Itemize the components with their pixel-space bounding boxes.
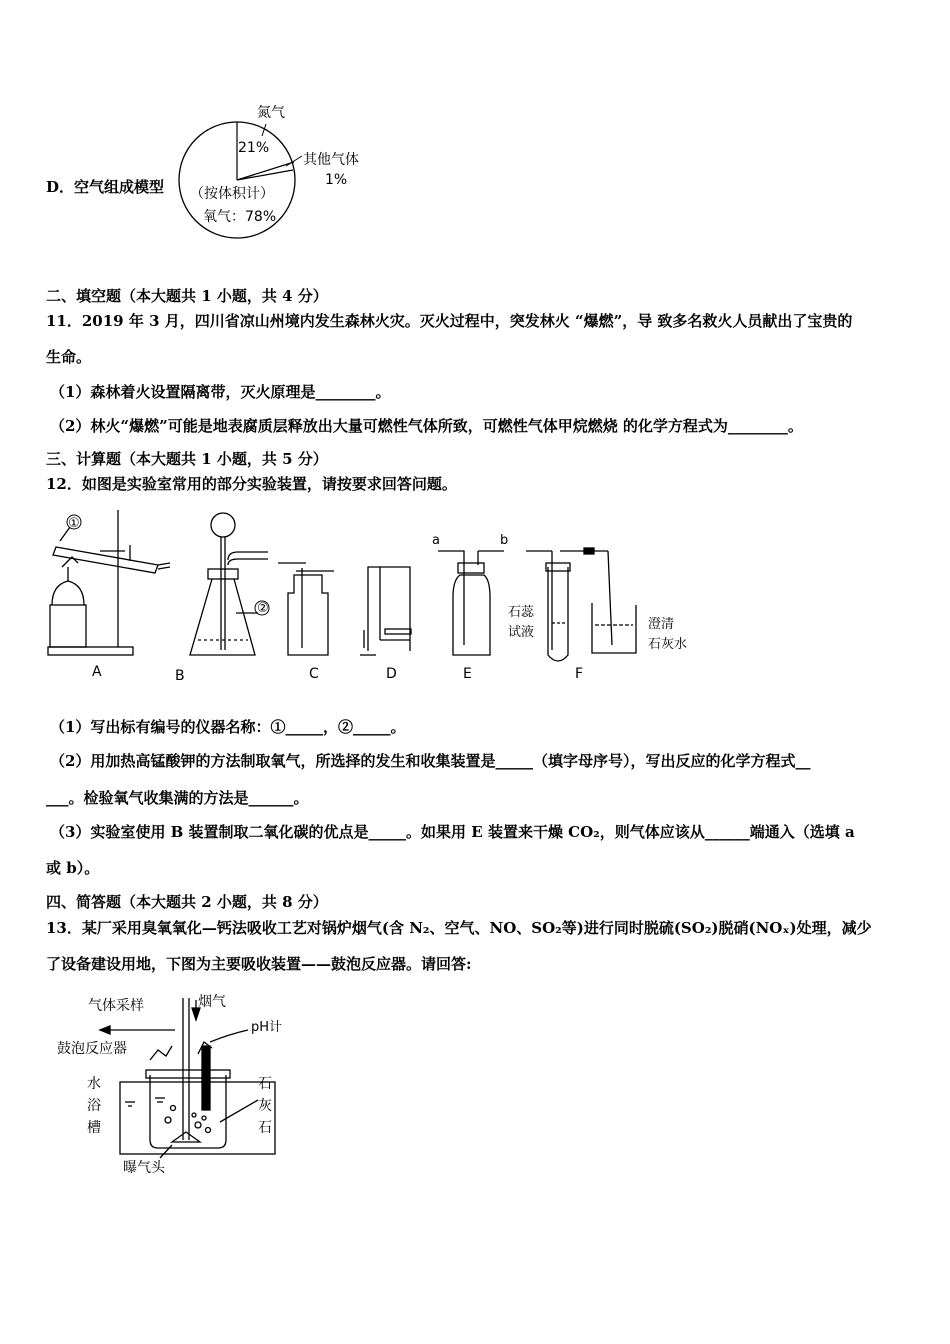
q12-part3-line2: 或 b）。	[46, 859, 100, 877]
q12-part2-line2: ___。检验氧气收集满的方法是______。	[46, 789, 309, 807]
pie-nitrogen-label: 氮气	[257, 105, 285, 121]
apparatus-a	[48, 510, 170, 655]
mark-1: ①	[68, 516, 80, 531]
pie-1-label: 1%	[325, 172, 348, 188]
pie-oxygen-label: 氧气：78%	[203, 209, 277, 225]
reactor-label: 鼓泡反应器	[57, 1041, 127, 1057]
lab-apparatus-figure	[40, 505, 720, 690]
q12-part3-line1: （3）实验室使用 B 装置制取二氧化碳的优点是_____。如果用 E 装置来干燥 CO₂，则气体应该从______端通入（选填 a	[50, 823, 855, 841]
section3-heading: 三、计算题（本大题共 1 小题，共 5 分）	[46, 450, 328, 468]
label-b: B	[175, 668, 185, 684]
water-bath-3: 槽	[87, 1120, 101, 1136]
q11-line1: 11．2019 年 3 月，四川省凉山州境内发生森林火灾。灭火过程中，突发林火 “爆燃”，导 致多名救火人员献出了宝贵的	[46, 312, 853, 330]
q13-line2: 了设备建设用地，下图为主要吸收装置——鼓泡反应器。请回答:	[46, 955, 472, 973]
litmus-line2: 试液	[508, 625, 535, 640]
q12-stem: 12．如图是实验室常用的部分实验装置，请按要求回答问题。	[46, 475, 457, 493]
apparatus-d	[360, 567, 411, 655]
limestone-1: 石	[258, 1076, 272, 1092]
q12-part1: （1）写出标有编号的仪器名称：①_____，②_____。	[50, 718, 406, 736]
mark-2: ②	[257, 601, 269, 616]
apparatus-f	[526, 548, 636, 661]
limewater-line1: 澄清	[648, 617, 675, 632]
air-composition-pie	[170, 100, 390, 250]
limestone-2: 灰	[258, 1098, 272, 1114]
water-bath-2: 浴	[87, 1098, 101, 1114]
water-bath-1: 水	[87, 1076, 101, 1092]
apparatus-e	[438, 551, 504, 655]
apparatus-c	[278, 563, 334, 655]
section2-heading: 二、填空题（本大题共 1 小题，共 4 分）	[46, 287, 328, 305]
option-d-label: D．空气组成模型	[46, 178, 165, 196]
limewater-line2: 石灰水	[648, 637, 688, 652]
pie-other-label: 其他气体	[303, 152, 359, 168]
apparatus-b	[190, 513, 268, 655]
port-b: b	[500, 533, 509, 548]
port-a: a	[432, 533, 440, 548]
label-f: F	[575, 666, 584, 682]
label-e: E	[463, 666, 472, 682]
aerator-label: 曝气头	[123, 1160, 165, 1176]
label-d: D	[386, 666, 397, 682]
litmus-line1: 石蕊	[508, 605, 535, 620]
pie-21-label: 21%	[238, 140, 270, 156]
label-c: C	[309, 666, 319, 682]
q13-line1: 13．某厂采用臭氧氧化—钙法吸收工艺对锅炉烟气(含 N₂、空气、NO、SO₂等)进行同时脱硫(SO₂)脱硝(NOₓ)处理，减少	[46, 919, 872, 937]
pie-by-volume-label: （按体积计）	[190, 186, 274, 202]
limestone-3: 石	[258, 1120, 272, 1136]
q11-part1: （1）森林着火设置隔离带，灭火原理是________。	[50, 383, 391, 401]
flue-gas-label: 烟气	[198, 994, 226, 1010]
q11-part2: （2）林火“爆燃”可能是地表腐质层释放出大量可燃性气体所致，可燃性气体甲烷燃烧 的化学方程式为________。	[50, 417, 803, 435]
label-a: A	[92, 664, 102, 680]
section4-heading: 四、简答题（本大题共 2 小题，共 8 分）	[46, 893, 328, 911]
q12-part2-line1: （2）用加热高锰酸钾的方法制取氧气，所选择的发生和收集装置是_____（填字母序号），写出反应的化学方程式__	[50, 752, 811, 770]
ph-meter-label: pH计	[251, 1020, 283, 1035]
gas-sampling-label: 气体采样	[88, 998, 144, 1014]
q11-line2: 生命。	[46, 348, 92, 366]
other-leader	[286, 156, 302, 166]
